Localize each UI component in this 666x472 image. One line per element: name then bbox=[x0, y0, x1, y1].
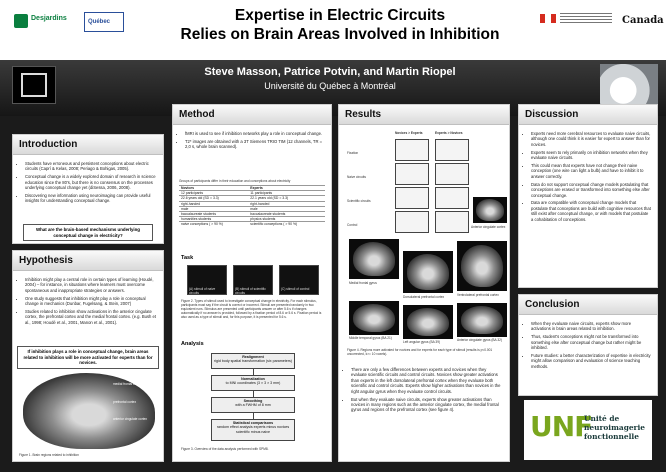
figure-caption: Figure 1. Brain regions related to inhibition bbox=[19, 453, 79, 457]
table-cell: male bbox=[248, 206, 325, 211]
row-label: Scientific circuits bbox=[347, 199, 371, 203]
stimulus-caption: (B) stimuli of scientific circuits bbox=[235, 287, 266, 295]
table-cell: 22.6 years old (SD = 3.3) bbox=[179, 196, 248, 201]
unf-logo-letters: UNF bbox=[530, 410, 593, 443]
glass-brain-experts-scientific bbox=[435, 187, 469, 209]
table-row bbox=[179, 222, 325, 227]
table-cell: physics students bbox=[248, 217, 325, 222]
research-question: What are the brain-based mechanisms underlying conceptual change in electricity? bbox=[23, 224, 153, 241]
unf-logo-text bbox=[584, 414, 645, 441]
list-item: • Experts need more cerebral resources to evaluate naive circuits, although one could think it is easier for expert to answer than for novices. bbox=[531, 131, 651, 147]
list-item: • Experts seem to rely primarily on inhibition networks when they evaluate naive circuits. bbox=[531, 150, 651, 161]
task-label: Task bbox=[181, 255, 194, 261]
list-item: • When they evaluate naive circuits, experts show more activations in brain areas related to inhibition. bbox=[531, 321, 651, 332]
table-cell: baccalaureate students bbox=[179, 212, 248, 217]
authors: Steve Masson, Patrice Potvin, and Martin Riopel bbox=[204, 66, 456, 78]
brain-label: anterior cingulate cortex bbox=[113, 417, 148, 421]
glass-brain-novices-control bbox=[395, 211, 429, 233]
hypothesis-list bbox=[19, 277, 157, 328]
brain-label: Left angular gyrus (BA 39) bbox=[403, 340, 441, 344]
flow-step-note: with a FWHM of 8 mm bbox=[235, 403, 271, 408]
glass-brain-novices-scientific bbox=[395, 187, 429, 209]
glass-brain-experts-fixation bbox=[435, 139, 469, 161]
introduction-panel bbox=[12, 134, 164, 244]
university: Université du Québec à Montréal bbox=[264, 81, 396, 91]
results-panel bbox=[338, 104, 510, 462]
row-label: Naive circuits bbox=[347, 175, 366, 179]
list-item: • There are only a few differences between experts and novices when they evaluate scientific circuits and control circuits. Novices show greater activations than experts in the left dorsolateral prefrontal cortex when they evaluate both scientific and control circuits. Experts show higher activations than novices in the right angular gyrus when they evaluate control circuits. bbox=[351, 367, 503, 394]
brain-label: Medial frontal gyrus bbox=[349, 281, 377, 285]
brain-label: medial frontal cortex bbox=[113, 382, 142, 386]
method-heading: Method bbox=[173, 105, 331, 125]
title-line-2: Relies on Brain Areas Involved in Inhibition bbox=[180, 26, 500, 43]
hypothesis-statement: If inhibition plays a role in conceptual change, brain areas related to inhibition will be more activated for experts than for novices. bbox=[17, 346, 159, 369]
list-item: • Data do not support conceptual change models postulating that conceptions are erased or transformed into something else after conceptual change. bbox=[531, 182, 651, 198]
list-item: • This could mean that experts have not change their naive conception (one wire can light a bulb) and have to inhibit it to answer correctly. bbox=[531, 163, 651, 179]
brain-slice-middle-temporal bbox=[349, 301, 399, 335]
unf-line: fonctionnelle bbox=[584, 432, 639, 441]
flow-step-title: Statistical comparisons bbox=[232, 421, 274, 425]
discussion-panel bbox=[518, 104, 658, 288]
brain-label: Middle temporal gyrus (BA 21) bbox=[349, 336, 392, 340]
table-cell: right-handed bbox=[179, 201, 248, 206]
sponsor-logos-left bbox=[14, 10, 132, 40]
list-item: • fMRI is used to see if inhibition networks play a role in conceptual change. bbox=[185, 131, 325, 136]
uqam-logo bbox=[12, 66, 56, 104]
list-item: • Students have erroneous and persistent conceptions about electric circuits (Caprí & Kelas, 2008; Periago & Bohigas, 2005). bbox=[25, 161, 157, 172]
conclusion-heading: Conclusion bbox=[519, 295, 657, 315]
method-list bbox=[179, 131, 325, 152]
table-cell: male bbox=[179, 206, 248, 211]
brain-slice-ventrolateral bbox=[457, 241, 507, 291]
method-panel bbox=[172, 104, 332, 462]
flow-step-note: random effect analysis experts minus novices scientific minus naive bbox=[216, 425, 290, 434]
figure-caption: Figure 4. Regions more activated for novices and for experts for each type of stimuli (results is p<0.001 uncorrected, k>= 10 voxels). bbox=[347, 348, 493, 356]
title-line-1: Expertise in Electric Circuits bbox=[234, 7, 446, 24]
introduction-list bbox=[19, 161, 157, 206]
glass-brain-novices-naive bbox=[395, 163, 429, 185]
flow-step-realignment bbox=[211, 353, 295, 369]
introduction-heading: Introduction bbox=[13, 135, 163, 155]
participants-table bbox=[179, 185, 325, 227]
table-cell: right-handed bbox=[248, 201, 325, 206]
brain-label: Ventrolateral prefrontal cortex bbox=[457, 293, 499, 297]
unf-line: Unité de bbox=[584, 414, 620, 423]
flow-step-smoothing bbox=[211, 397, 295, 413]
table-cell: 22.1 years old (SD = 3.3) bbox=[248, 196, 325, 201]
sponsor-logos-right bbox=[540, 10, 664, 40]
list-item: • But when they evaluate naive circuits, experts show greater activations than novices in many regions such as the anterior cingulate cortex, the medial frontal gyrus and regions of the prefrontal cortex (see figure 4). bbox=[351, 397, 503, 413]
table-cell: scientific conceptions ( > 90 %) bbox=[248, 222, 325, 227]
conclusion-list bbox=[525, 321, 651, 372]
desjardins-text: Desjardins bbox=[31, 15, 67, 22]
flow-step-statistics bbox=[211, 419, 295, 441]
list-item: • T2* images are obtained with a 3T Siemens TRIO TIM (12 channels, TR = 2,0 s, whole brain scanned). bbox=[185, 139, 325, 150]
table-cell: 11 participants bbox=[248, 191, 325, 196]
table-cell: humanities students bbox=[179, 217, 248, 222]
discussion-list bbox=[525, 131, 651, 225]
unf-logo bbox=[524, 400, 652, 460]
table-cell: naive conceptions ( > 90 %) bbox=[179, 222, 248, 227]
brain-label: Anterior cingulate gyrus (BA 32) bbox=[457, 338, 503, 342]
brain-label: prefrontal cortex bbox=[113, 400, 137, 404]
table-cell: 12 participants bbox=[179, 191, 248, 196]
column-header: Novices > Experts bbox=[395, 131, 423, 135]
flow-step-title: Smoothing bbox=[243, 399, 263, 403]
brain-slice-anterior-cingulate-gyrus bbox=[457, 303, 507, 337]
glass-brain-experts-control bbox=[435, 211, 469, 233]
figure-caption: Figure 2. Types of stimuli used to investigate conceptual change in electricity. For each stimulus, participants must say if the circuit is correct or incorrect. Stimuli are presented randomly in two equivalent runs. Stimulus are presented until participants answer or after 5.6 s if changes automatically if no answer is provided, followed by a fixation period of 8.6 or 5.6 s. Fixation period is also used as a type of stimuli and, for this purpose, it is presented for 5.6 s. bbox=[181, 299, 322, 319]
canada-wordmark: Canada bbox=[622, 15, 664, 26]
flow-step-normalization bbox=[211, 375, 295, 391]
discussion-heading: Discussion bbox=[519, 105, 657, 125]
list-item: • Data are compatible with conceptual change models that postulate that conceptions are build with cognitive resources that still exist after conceptual change, or with models that postulate a cohabitation of conceptions. bbox=[531, 200, 651, 222]
table-header-cell: Novices bbox=[179, 186, 248, 191]
table-caption: Groups of participants differ in their education and conceptions about electricity bbox=[179, 179, 291, 183]
flow-step-title: Normalization bbox=[241, 377, 265, 381]
quebec-text: Québec bbox=[88, 19, 111, 25]
results-heading: Results bbox=[339, 105, 509, 125]
list-item: • Discovering new information using neuroimaging can provide useful insights for understanding conceptual change. bbox=[25, 193, 157, 204]
list-item: • Inhibition might play a central role in certain types of learning (Houdé, 2004) – for instance, in situations where learners must overcome spontaneous and inappropriate strategies or answers. bbox=[25, 277, 157, 293]
table-cell: baccalaureate students bbox=[248, 212, 325, 217]
results-list bbox=[345, 367, 503, 415]
glass-brain-experts-naive bbox=[435, 163, 469, 185]
brain-slice-dorsolateral bbox=[403, 251, 453, 293]
row-label: Fixation bbox=[347, 151, 359, 155]
desjardins-logo bbox=[14, 14, 28, 28]
glass-brain-novices-fixation bbox=[395, 139, 429, 161]
list-item: • Thus, student's conceptions might not be transformed into something else after conceptual change but rather might be inhibited. bbox=[531, 334, 651, 350]
stimulus-caption: (A) stimuli of naive circuits bbox=[189, 287, 216, 295]
list-item: • One study suggests that inhibition might play a role in conceptual change in mechanics (Dunbar, Fugelsang, & Stein, 2007) bbox=[25, 296, 157, 307]
flow-step-note: to MNI coordinates (3 × 3 × 3 mm) bbox=[225, 381, 281, 386]
participants-table-block bbox=[179, 179, 325, 227]
analysis-label: Analysis bbox=[181, 341, 204, 347]
list-item: • Future studies: a better characterization of expertise in electricity might allow comparison and evaluation of science teaching methods. bbox=[531, 353, 651, 369]
table-header-cell: Experts bbox=[248, 186, 325, 191]
list-item: • Conceptual change is a widely explored domain of research in science education since the 80's, but there is no consensus on the processes underlying conceptual change yet (diSessa, 2006, 2008). bbox=[25, 174, 157, 190]
list-item: • Studies related to inhibition show activations in the anterior cingulate cortex, the prefrontal cortex and the medial frontal cortex. (e.g. Bush et al., 1998; Houdé et al., 2001, Manon et al., 2001). bbox=[25, 309, 157, 325]
stimulus-caption: (C) stimuli of control bbox=[281, 287, 310, 291]
canada-flag-icon bbox=[540, 14, 556, 23]
row-label: Control bbox=[347, 223, 358, 227]
brain-label: Dorsolateral prefrontal cortex bbox=[403, 295, 445, 299]
conclusion-panel bbox=[518, 294, 658, 396]
flow-step-title: Realignment bbox=[242, 355, 264, 359]
brain-slice-anterior-cingulate bbox=[473, 197, 507, 223]
brain-label: Anterior cingulate cortex bbox=[471, 225, 506, 229]
column-header: Experts > Novices bbox=[435, 131, 463, 135]
brain-slice-medial-frontal bbox=[349, 239, 399, 279]
hypothesis-heading: Hypothesis bbox=[13, 251, 163, 271]
poster-title bbox=[140, 6, 540, 44]
figure-caption: Figure 3. Overview of the data analysis performed with SPM8. bbox=[181, 447, 269, 451]
flow-step-note: rigid body spatial transformation (six parameters) bbox=[214, 359, 292, 364]
hypothesis-panel bbox=[12, 250, 164, 462]
brain-slice-angular-gyrus bbox=[403, 305, 453, 339]
nserc-text-lines bbox=[560, 13, 612, 25]
unf-line: neuroimagerie bbox=[584, 423, 645, 432]
